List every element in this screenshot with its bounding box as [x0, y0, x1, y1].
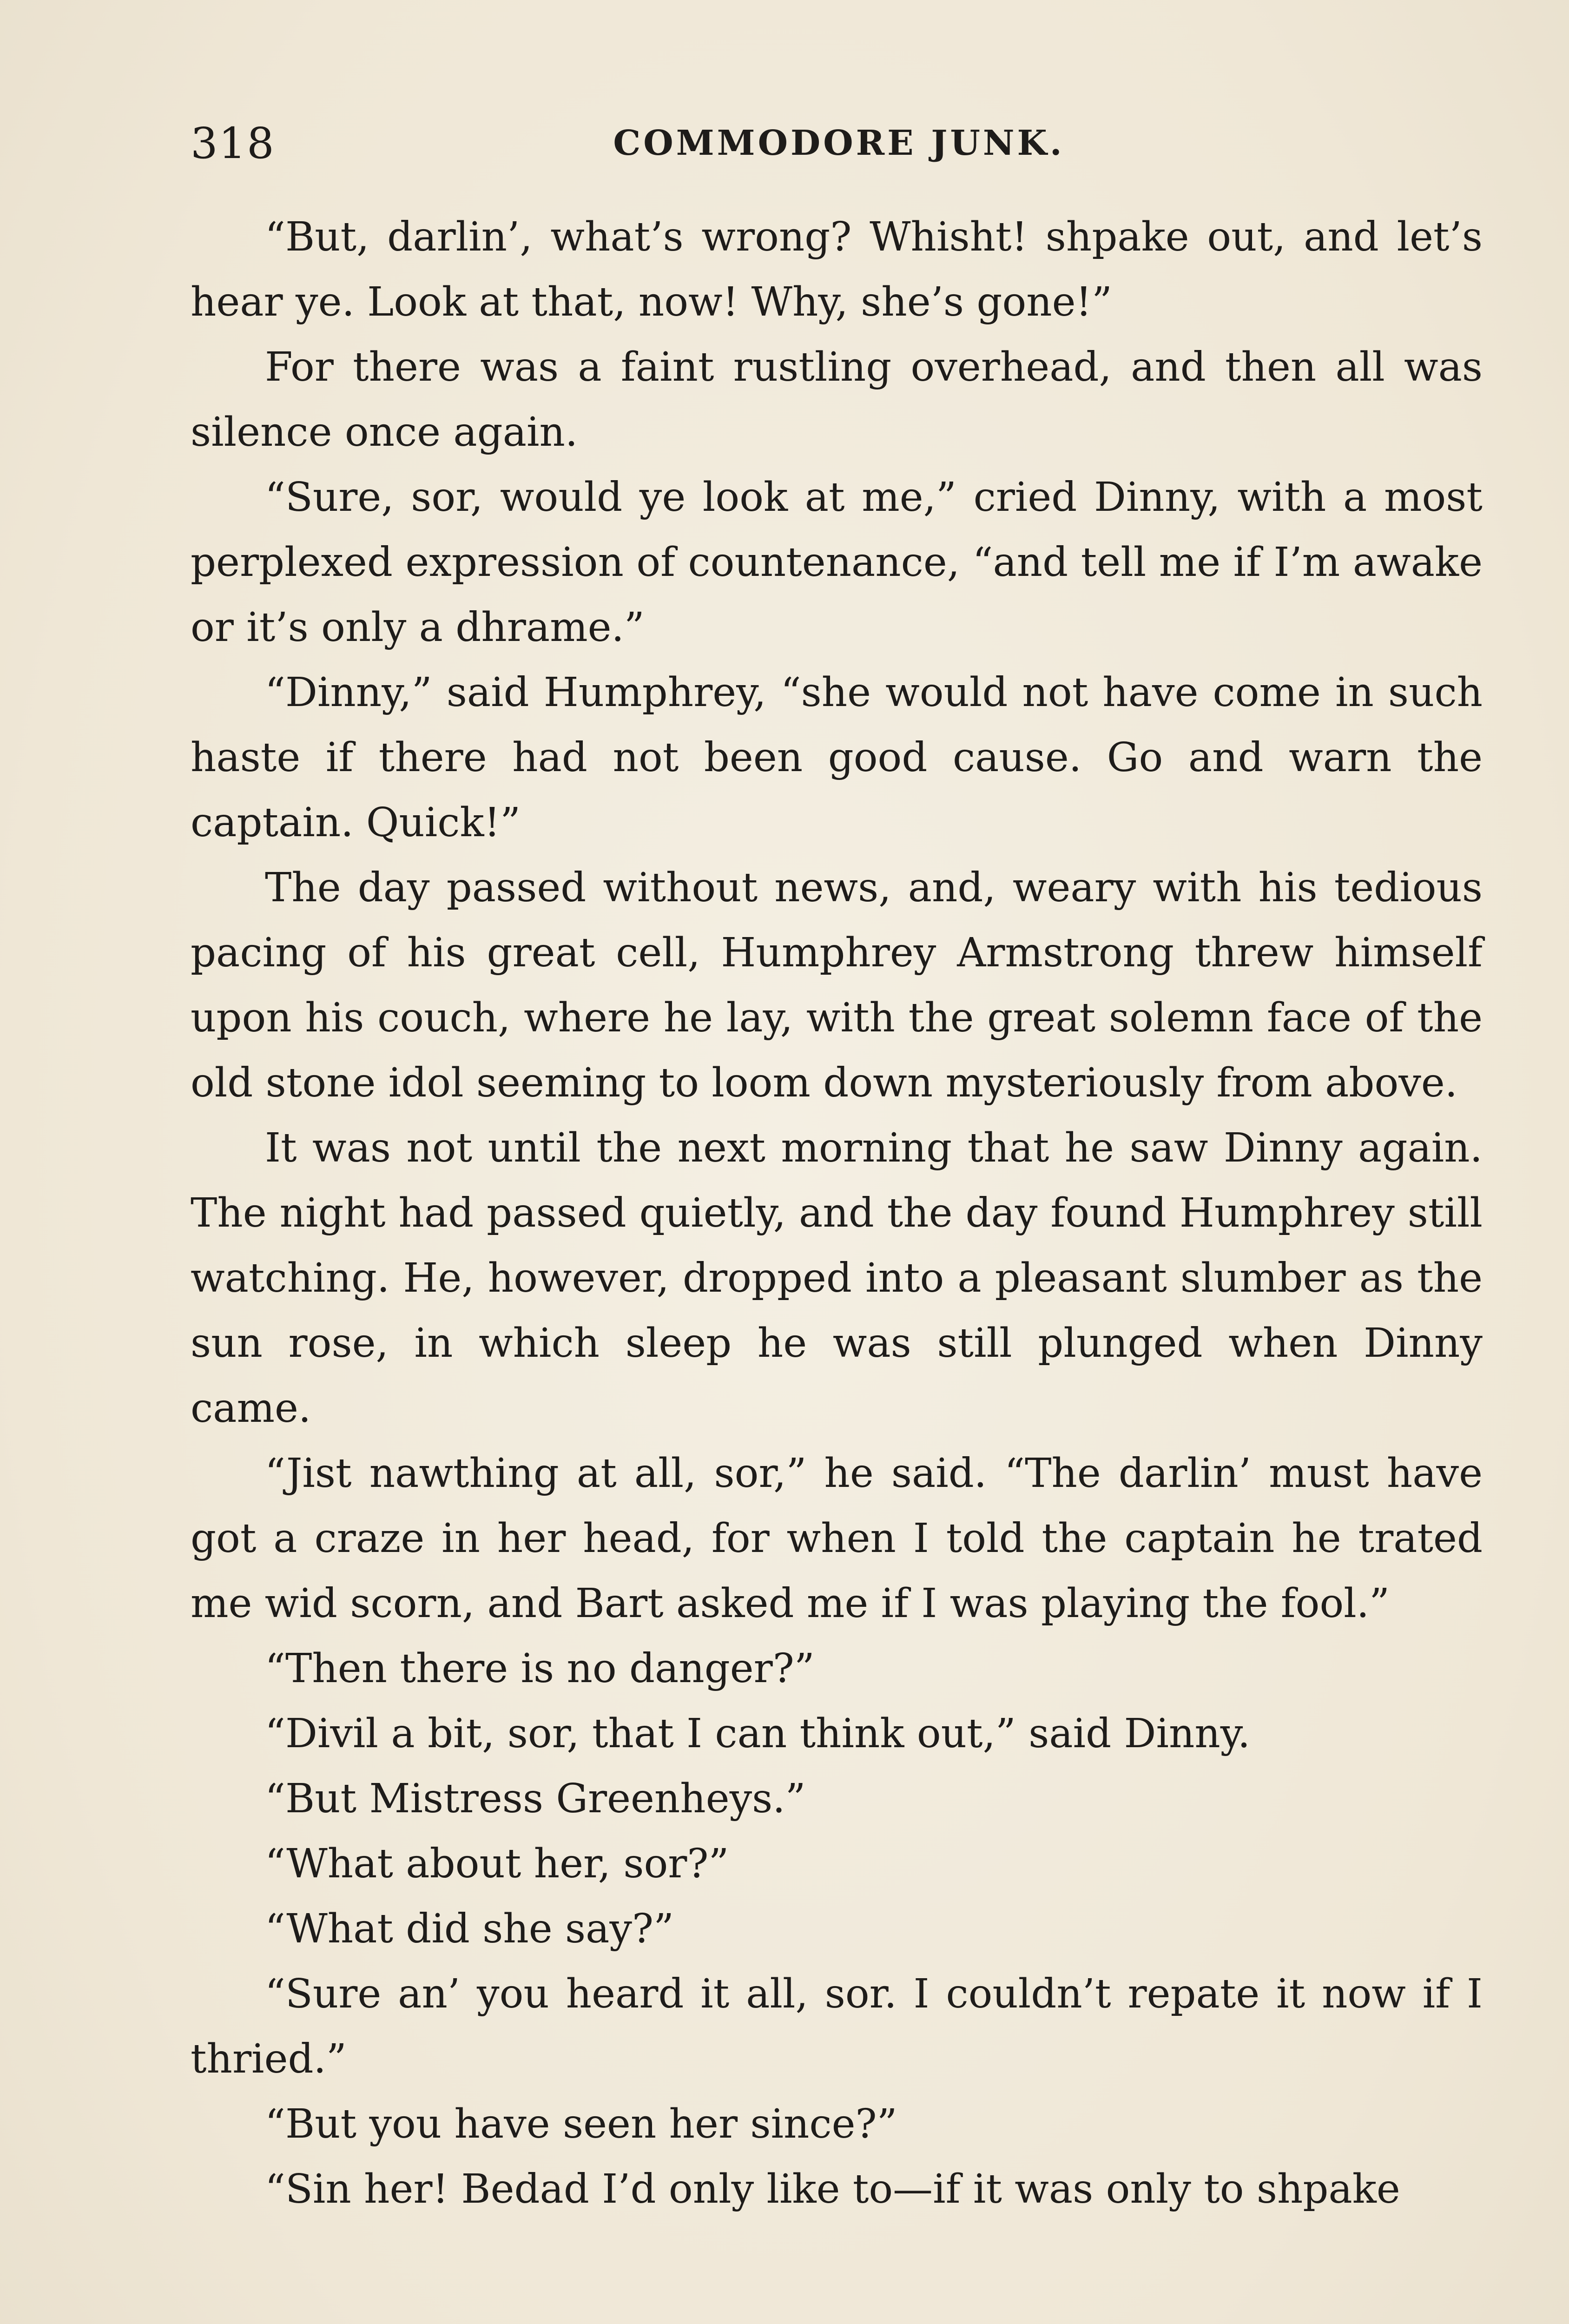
body-text — [191, 205, 1483, 2222]
paragraph: It was not until the next morning that he saw Dinny again. The night had passed quietly, and the day found Humphrey still watching. He, however, dropped into a pleasant slumber as the sun rose, in which sleep he was still plunged when Dinny came. — [191, 1125, 1483, 1432]
paragraph: “Divil a bit, sor, that I can think out,” said Dinny. — [265, 1710, 1251, 1757]
running-title: COMMODORE JUNK. — [613, 123, 1065, 163]
paragraph: “Sure an’ you heard it all, sor. I couldn’t repate it now if I thried.” — [191, 1971, 1483, 2082]
paragraph: “But you have seen her since?” — [265, 2101, 897, 2147]
paragraph: The day passed without news, and, weary with his tedious pacing of his great cell, Humphrey Armstrong threw himself upon his couch, where he lay, with the great solemn face of the old stone idol seeming to loom down mysteriously from above. — [191, 865, 1483, 1106]
paragraph: “What about her, sor?” — [265, 1841, 729, 1887]
paragraph: “But, darlin’, what’s wrong? Whisht! shpake out, and let’s hear ye. Look at that, now! Why, she’s gone!” — [191, 214, 1483, 325]
paragraph: “But Mistress Greenheys.” — [265, 1776, 806, 1822]
paragraph: “What did she say?” — [265, 1906, 674, 1952]
page-number: 318 — [191, 119, 275, 168]
paragraph: “Dinny,” said Humphrey, “she would not have come in such haste if there had not been good cause. Go and warn the captain. Quick!” — [191, 669, 1483, 846]
paragraph: “Sin her! Bedad I’d only like to—if it was only to shpake — [265, 2166, 1400, 2212]
paragraph: “Then there is no danger?” — [265, 1645, 815, 1692]
paragraph: “Jist nawthing at all, sor,” he said. “The darlin’ must have got a craze in her head, for when I told the captain he trated me wid scorn, and Bart asked me if I was playing the fool.” — [191, 1450, 1483, 1627]
paragraph: “Sure, sor, would ye look at me,” cried Dinny, with a most perplexed expression of countenance, “and tell me if I’m awake or it’s only a dhrame.” — [191, 474, 1483, 651]
paragraph: For there was a faint rustling overhead, and then all was silence once again. — [191, 344, 1483, 456]
page-header — [191, 119, 1487, 179]
